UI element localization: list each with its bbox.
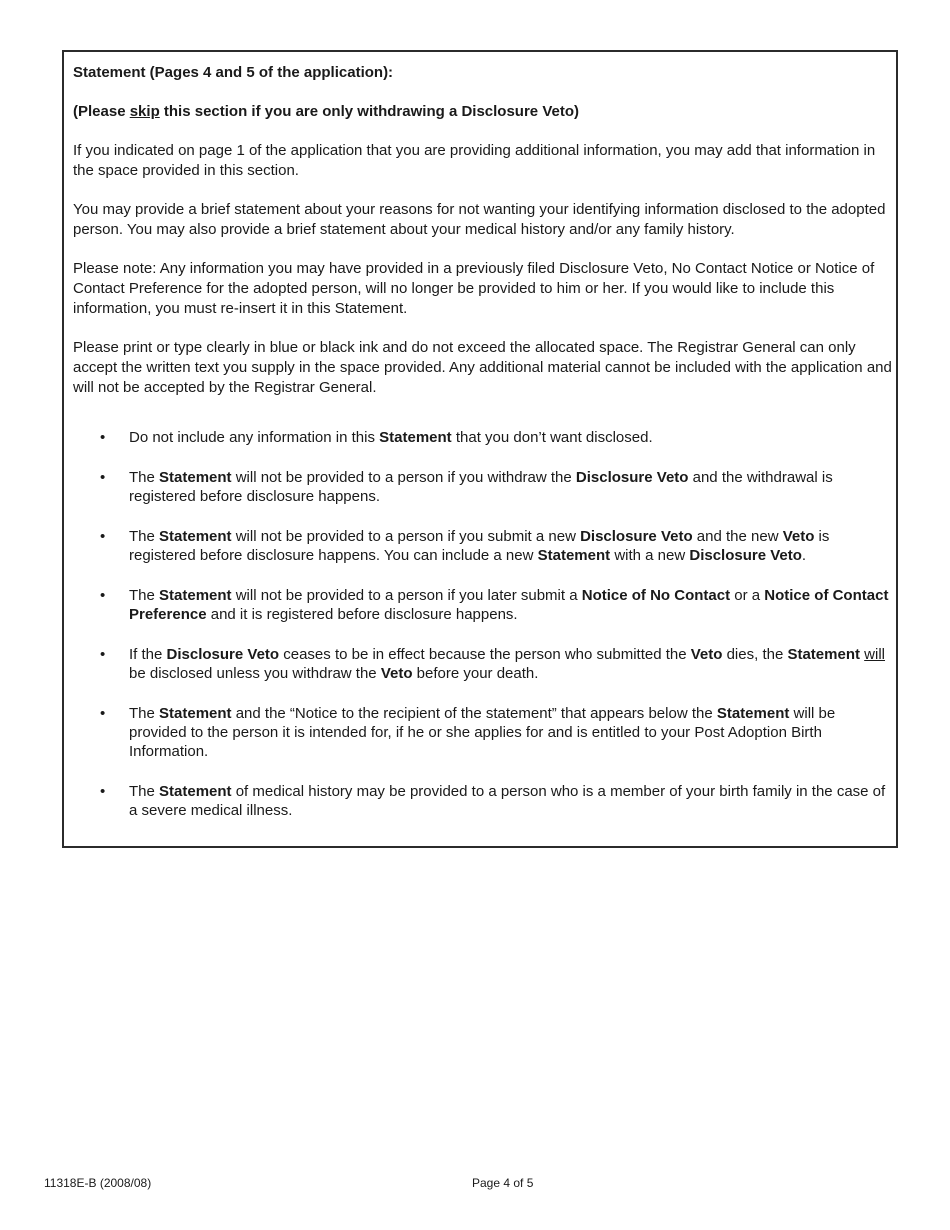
paragraph-print-clearly: Please print or type clearly in blue or black ink and do not exceed the allocated space. The Registrar General can only accept the written text you supply in the space provided. Any additional material cannot be included with the application and will not be accepted by the Registrar General.: [73, 339, 892, 396]
bold-term: Veto: [380, 665, 413, 682]
bullet-icon: •: [100, 528, 106, 545]
list-text: Do not include any information in this: [129, 429, 380, 446]
list-text: or a: [730, 587, 765, 604]
bullet-icon: •: [100, 469, 106, 486]
list-text: of medical history may be provided to a person who is a member of your birth family in the case of a severe medical illness.: [129, 783, 886, 819]
bold-term: Statement: [379, 429, 452, 446]
list-text: If the: [129, 646, 167, 663]
bold-term: Veto: [782, 528, 815, 545]
bold-term: Statement: [716, 705, 790, 722]
list-text: The: [129, 528, 160, 545]
list-item: [73, 428, 895, 447]
underlined-term: will: [864, 646, 886, 663]
list-text: and the new: [692, 528, 783, 545]
bullet-icon: •: [100, 705, 106, 722]
list-item: [73, 704, 895, 761]
skip-note-prefix: (Please: [73, 103, 130, 120]
bold-term: Statement: [159, 705, 232, 722]
form-code: 11318E-B (2008/08): [44, 1176, 152, 1190]
list-text: that you don’t want disclosed.: [451, 429, 653, 446]
bullet-icon: •: [100, 783, 106, 800]
bold-term: Notice of Contact Preference: [129, 587, 889, 623]
list-text: will not be provided to a person if you later submit a: [231, 587, 582, 604]
bold-term: Statement: [787, 646, 860, 663]
skip-note-underlined: skip: [129, 103, 160, 120]
list-text: will be provided to the person it is intended for, if he or she applies for and is entitled to your Post Adoption Birth Information.: [129, 705, 836, 760]
statement-rules-list: [73, 428, 895, 820]
statement-instructions-content: [73, 63, 895, 841]
list-text: ceases to be in effect because the person who submitted the: [279, 646, 691, 663]
section-title: Statement (Pages 4 and 5 of the application):: [73, 64, 394, 81]
list-text: is registered before disclosure happens. You can include a new: [129, 528, 830, 564]
list-text: dies, the: [722, 646, 788, 663]
bold-term: Statement: [159, 783, 232, 800]
paragraph-please-note: Please note: Any information you may have provided in a previously filed Disclosure Veto, No Contact Notice or Notice of Contact Preference for the adopted person, will no longer be provided to him or her. If you would like to include this information, you must re-insert it in this Statement.: [73, 260, 875, 317]
list-text: and the withdrawal is registered before disclosure happens.: [129, 469, 833, 505]
list-item: [73, 527, 895, 565]
list-item: [73, 645, 895, 683]
bullet-icon: •: [100, 587, 106, 604]
skip-note: [73, 102, 895, 122]
list-item: [73, 782, 895, 820]
list-text: will not be provided to a person if you withdraw the: [231, 469, 576, 486]
bold-term: Veto: [690, 646, 723, 663]
list-text: with a new: [610, 547, 690, 564]
list-text: will not be provided to a person if you submit a new: [231, 528, 581, 545]
list-text: The: [129, 469, 160, 486]
page-number: Page 4 of 5: [472, 1176, 534, 1190]
statement-instructions-box: [62, 50, 898, 848]
bullet-icon: •: [100, 429, 106, 446]
list-item: [73, 468, 895, 506]
list-text: The: [129, 705, 160, 722]
bold-term: Statement: [159, 528, 232, 545]
bold-term: Disclosure Veto: [580, 528, 693, 545]
list-text: and it is registered before disclosure happens.: [206, 606, 518, 623]
list-text: and the “Notice to the recipient of the statement” that appears below the: [231, 705, 717, 722]
list-text: be disclosed unless you withdraw the: [129, 665, 381, 682]
bullet-icon: •: [100, 646, 106, 663]
list-text: before your death.: [412, 665, 539, 682]
bold-term: Statement: [159, 587, 232, 604]
paragraph-additional-info: If you indicated on page 1 of the application that you are providing additional information, you may add that information in the space provided in this section.: [73, 142, 876, 179]
bold-term: Notice of No Contact: [581, 587, 731, 604]
bold-term: Disclosure Veto: [166, 646, 280, 663]
skip-note-suffix: this section if you are only withdrawing a Disclosure Veto): [159, 103, 579, 120]
list-text: .: [801, 547, 807, 564]
list-text: The: [129, 783, 160, 800]
bold-term: Disclosure Veto: [575, 469, 689, 486]
paragraph-brief-statement: You may provide a brief statement about your reasons for not wanting your identifying information disclosed to the adopted person. You may also provide a brief statement about your medical history and/or any family history.: [73, 201, 886, 238]
list-text: The: [129, 587, 160, 604]
bold-term: Statement: [537, 547, 611, 564]
list-item: [73, 586, 895, 624]
bold-term: Statement: [159, 469, 232, 486]
bold-term: Disclosure Veto: [689, 547, 802, 564]
